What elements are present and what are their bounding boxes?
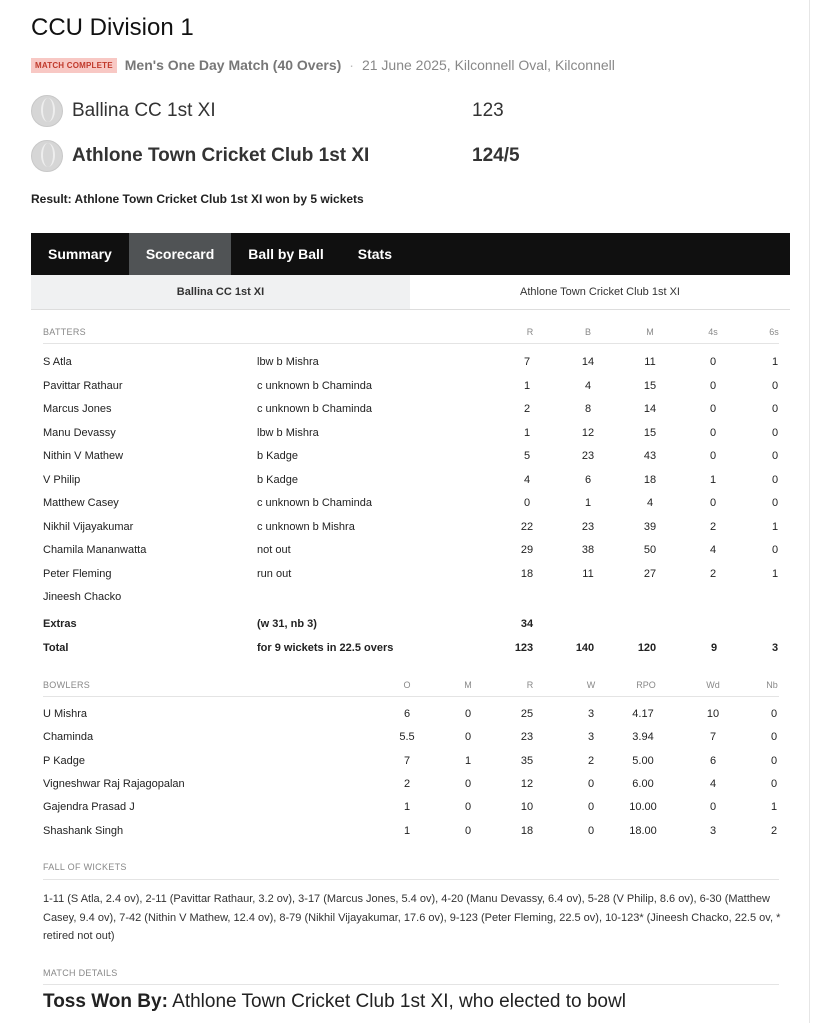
divider	[43, 343, 779, 344]
batter-runs: 2	[523, 403, 531, 415]
bowler-wides: 10	[706, 708, 720, 720]
col-header-sixes: 6s	[769, 327, 779, 337]
table-row	[0, 801, 819, 821]
batter-balls: 6	[584, 473, 592, 486]
batter-minutes: 39	[643, 520, 657, 533]
bowler-runs: 25	[520, 708, 534, 720]
toss-value: Athlone Town Cricket Club 1st XI, who elected to bowl	[172, 991, 626, 1012]
batter-fours: 0	[709, 356, 717, 368]
bowler-wides: 6	[709, 754, 717, 767]
batter-runs: 18	[520, 567, 534, 580]
batter-runs: 29	[520, 544, 534, 556]
bowler-noballs: 0	[770, 754, 778, 767]
table-row	[0, 427, 819, 447]
table-row	[0, 544, 819, 564]
dismissal: c unknown b Mishra	[257, 520, 355, 533]
toss-label: Toss Won By:	[43, 991, 168, 1012]
batter-balls: 23	[581, 520, 595, 533]
match-result: Result: Athlone Town Cricket Club 1st XI won by 5 wickets	[31, 192, 364, 206]
bowler-runs: 35	[520, 754, 534, 767]
batter-balls: 12	[581, 426, 595, 439]
batter-fours: 0	[709, 403, 717, 415]
batter-name[interactable]: S Atla	[43, 356, 72, 368]
bowler-rpo: 4.17	[632, 708, 654, 720]
table-row	[0, 521, 819, 541]
bowler-wickets: 2	[587, 754, 595, 767]
dismissal: b Kadge	[257, 450, 298, 462]
dismissal: c unknown b Chaminda	[257, 403, 372, 415]
col-header-runs-conceded: R	[526, 680, 534, 690]
bowler-maidens: 0	[464, 801, 472, 814]
bowler-runs: 10	[520, 801, 534, 814]
col-header-maidens: M	[464, 680, 472, 690]
page-title: CCU Division 1	[31, 14, 194, 41]
bowler-name[interactable]: Gajendra Prasad J	[43, 801, 135, 814]
batter-runs: 4	[523, 473, 531, 486]
col-header-fours: 4s	[708, 327, 718, 337]
bowler-wickets: 3	[587, 731, 595, 744]
batter-sixes: 1	[771, 356, 779, 368]
batter-minutes: 15	[643, 379, 657, 392]
batter-name[interactable]: Nikhil Vijayakumar	[43, 520, 134, 533]
bowler-wides: 7	[709, 731, 717, 744]
dismissal: lbw b Mishra	[257, 356, 319, 368]
tab-stats[interactable]: Stats	[357, 246, 392, 262]
col-header-runs: R	[526, 327, 534, 337]
bowler-noballs: 0	[770, 708, 778, 720]
innings-tab-ballina[interactable]: Ballina CC 1st XI	[31, 275, 410, 309]
match-meta	[31, 56, 615, 74]
col-header-wickets: W	[586, 680, 596, 690]
main-tabs	[31, 233, 790, 275]
bowler-maidens: 0	[464, 777, 472, 790]
batter-sixes: 1	[771, 567, 779, 580]
batter-balls: 14	[581, 356, 595, 368]
bowler-noballs: 0	[770, 731, 778, 744]
batters-heading: BATTERS	[43, 327, 86, 337]
team-score: 123	[472, 100, 504, 121]
bowler-runs: 23	[520, 731, 534, 744]
table-row	[0, 380, 819, 400]
dismissal: c unknown b Chaminda	[257, 497, 372, 509]
col-header-rpo: RPO	[636, 680, 656, 690]
table-row	[0, 708, 819, 728]
bowler-maidens: 0	[464, 731, 472, 744]
col-header-noballs: Nb	[766, 680, 778, 690]
bowler-wides: 4	[709, 777, 717, 790]
batter-name[interactable]: Peter Fleming	[43, 567, 112, 580]
batter-minutes: 11	[644, 356, 656, 368]
cricket-ball-icon	[31, 140, 63, 172]
bowler-wickets: 0	[587, 801, 595, 814]
batter-runs: 5	[523, 450, 531, 462]
bowler-runs: 18	[520, 824, 534, 837]
total-balls: 140	[575, 642, 595, 654]
tab-scorecard[interactable]: Scorecard	[129, 233, 231, 275]
batter-sixes: 0	[771, 450, 779, 462]
meta-separator: ·	[349, 57, 354, 73]
bowler-rpo: 3.94	[632, 731, 654, 744]
batter-fours: 0	[709, 497, 717, 509]
team-row-athlone	[31, 140, 531, 172]
batter-runs: 1	[523, 379, 531, 392]
team-score: 124/5	[472, 145, 520, 166]
batter-name[interactable]: Pavittar Rathaur	[43, 379, 123, 392]
total-row	[0, 642, 819, 662]
bowler-overs: 7	[403, 754, 411, 767]
total-runs: 123	[514, 642, 534, 654]
col-header-wides: Wd	[706, 680, 720, 690]
batter-fours: 0	[709, 379, 717, 392]
batter-sixes: 0	[771, 379, 779, 392]
batter-minutes: 43	[643, 450, 657, 462]
batter-runs: 7	[523, 356, 531, 368]
table-row	[0, 450, 819, 470]
batter-sixes: 1	[771, 520, 779, 533]
table-row	[0, 825, 819, 845]
dismissal: c unknown b Chaminda	[257, 379, 372, 392]
batter-minutes: 18	[643, 473, 657, 486]
dismissal: b Kadge	[257, 473, 298, 486]
status-badge: MATCH COMPLETE	[31, 58, 117, 73]
bowler-noballs: 1	[770, 801, 778, 814]
batter-minutes: 4	[646, 497, 654, 509]
match-date-venue: 21 June 2025, Kilconnell Oval, Kilconnell	[361, 57, 615, 73]
table-row	[0, 591, 819, 611]
batter-sixes: 0	[771, 497, 779, 509]
batter-minutes: 14	[643, 403, 657, 415]
bowler-overs: 2	[403, 777, 411, 790]
team-name[interactable]: Ballina CC 1st XI	[72, 100, 216, 121]
batter-minutes: 15	[643, 426, 657, 439]
batter-minutes: 50	[643, 544, 657, 556]
bowler-wickets: 0	[587, 824, 595, 837]
table-row	[0, 497, 819, 517]
batter-sixes: 0	[771, 544, 779, 556]
bowler-overs: 6	[403, 708, 411, 720]
table-row	[0, 403, 819, 423]
match-details-heading: MATCH DETAILS	[43, 968, 118, 978]
batter-runs: 0	[523, 497, 531, 509]
batter-fours: 0	[709, 450, 717, 462]
batter-sixes: 0	[771, 473, 779, 486]
col-header-overs: O	[403, 680, 411, 690]
batter-name[interactable]: Jineesh Chacko	[43, 591, 122, 603]
batter-balls: 8	[584, 403, 592, 415]
dismissal: run out	[257, 567, 292, 580]
total-minutes: 120	[637, 642, 657, 654]
batter-fours: 2	[709, 567, 717, 580]
table-row	[0, 474, 819, 494]
total-detail: for 9 wickets in 22.5 overs	[257, 642, 394, 654]
bowler-name[interactable]: Shashank Singh	[43, 824, 124, 837]
team-name[interactable]: Athlone Town Cricket Club 1st XI	[72, 145, 370, 166]
batter-balls: 4	[584, 379, 592, 392]
match-type: Men's One Day Match (40 Overs)	[124, 57, 342, 73]
fow-heading: FALL OF WICKETS	[43, 862, 127, 872]
table-row	[0, 568, 819, 588]
extras-label: Extras	[43, 618, 77, 630]
batter-name[interactable]: Marcus Jones	[43, 403, 112, 415]
bowler-maidens: 0	[464, 824, 472, 837]
batter-balls: 23	[581, 450, 595, 462]
bowler-wickets: 0	[587, 777, 595, 790]
extras-detail: (w 31, nb 3)	[257, 618, 317, 630]
batter-sixes: 0	[771, 403, 779, 415]
cricket-ball-icon	[31, 95, 63, 127]
batter-balls: 38	[581, 544, 595, 556]
bowler-name[interactable]: Vigneshwar Raj Rajagopalan	[43, 777, 185, 790]
batter-fours: 0	[709, 426, 717, 439]
batter-minutes: 27	[643, 567, 657, 580]
table-row	[0, 755, 819, 775]
batter-name[interactable]: Chamila Mananwatta	[43, 544, 147, 556]
batter-fours: 2	[709, 520, 717, 533]
batter-name[interactable]: V Philip	[43, 473, 81, 486]
bowler-wides: 0	[709, 801, 717, 814]
bowler-name[interactable]: Chaminda	[43, 731, 94, 744]
team-row-ballina	[31, 95, 531, 127]
bowler-overs: 1	[403, 824, 411, 837]
total-fours: 9	[710, 642, 718, 654]
bowlers-heading: BOWLERS	[43, 680, 91, 690]
col-header-balls: B	[584, 327, 591, 337]
extras-runs: 34	[520, 618, 534, 630]
table-row	[0, 731, 819, 751]
divider	[43, 984, 779, 985]
bowler-runs: 12	[520, 777, 534, 790]
table-row	[0, 778, 819, 798]
fow-text: 1-11 (S Atla, 2.4 ov), 2-11 (Pavittar Rathaur, 3.2 ov), 3-17 (Marcus Jones, 5.4 ov), 4-20 (Manu Devassy, 6.4 ov), 5-28 (V Philip, 8.6 ov), 6-30 (Matthew Casey, 9.4 ov), 7-42 (Nithin V Mathew, 12.4 ov), 8-79 (Nikhil Vijayakumar, 17.6 ov), 9-123 (Peter Fleming, 22.5 ov), 10-123* (Jineesh Chacko, 22.5 ov, * retired not out)	[43, 893, 781, 942]
extras-row	[0, 618, 819, 638]
batter-balls: 1	[584, 497, 592, 509]
batter-fours: 1	[709, 473, 717, 486]
bowler-wides: 3	[709, 824, 717, 837]
bowler-rpo: 5.00	[632, 754, 654, 767]
batter-name[interactable]: Manu Devassy	[43, 426, 116, 439]
innings-tab-athlone[interactable]: Athlone Town Cricket Club 1st XI	[520, 286, 680, 298]
bowler-rpo: 6.00	[632, 777, 654, 790]
innings-tabs	[31, 275, 790, 310]
batter-balls: 11	[582, 567, 594, 580]
bowler-overs: 1	[403, 801, 411, 814]
total-sixes: 3	[771, 642, 779, 654]
divider	[43, 696, 779, 697]
table-row	[0, 356, 819, 376]
bowler-wickets: 3	[587, 708, 595, 720]
total-label: Total	[43, 642, 69, 654]
bowler-maidens: 1	[464, 754, 472, 767]
batter-runs: 1	[523, 426, 531, 439]
batter-sixes: 0	[771, 426, 779, 439]
tab-summary[interactable]: Summary	[48, 246, 112, 262]
bowler-rpo: 10.00	[629, 801, 657, 814]
bowler-rpo: 18.00	[629, 824, 657, 837]
toss-info	[43, 991, 626, 1013]
bowler-overs: 5.5	[399, 731, 415, 744]
batter-name[interactable]: Nithin V Mathew	[43, 450, 124, 462]
bowler-noballs: 2	[770, 824, 778, 837]
batter-name[interactable]: Matthew Casey	[43, 497, 119, 509]
batter-fours: 4	[709, 544, 717, 556]
tab-ball-by-ball[interactable]: Ball by Ball	[248, 246, 324, 262]
bowler-name[interactable]: P Kadge	[43, 754, 86, 767]
bowler-name[interactable]: U Mishra	[43, 708, 88, 720]
divider	[43, 879, 779, 880]
bowler-maidens: 0	[464, 708, 472, 720]
dismissal: lbw b Mishra	[257, 426, 319, 439]
bowler-noballs: 0	[770, 777, 778, 790]
batter-runs: 22	[520, 520, 534, 533]
col-header-minutes: M	[646, 327, 654, 337]
dismissal: not out	[257, 544, 291, 556]
